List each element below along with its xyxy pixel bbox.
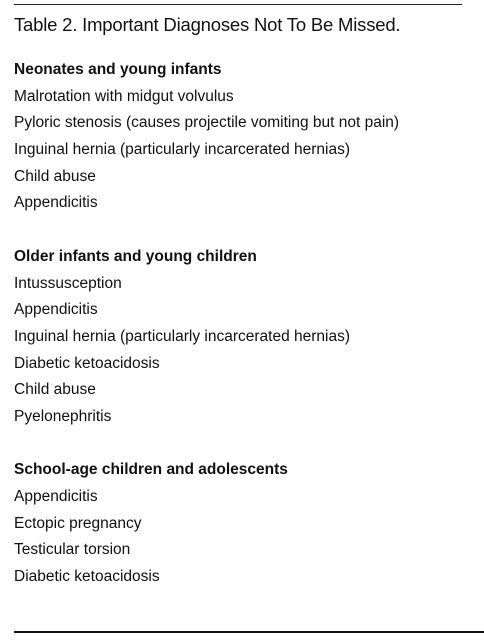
list-item: Diabetic ketoacidosis (14, 354, 160, 372)
list-item: Pyloric stenosis (causes projectile vomiting but not pain) (14, 114, 400, 132)
list-item: Pyelonephritis (14, 407, 112, 425)
list-item: Intussusception (14, 274, 122, 292)
list-item: Inguinal hernia (particularly incarcerated hernias) (14, 327, 351, 345)
group-neonates (14, 57, 474, 217)
list-item: Appendicitis (14, 194, 98, 212)
group-heading: School-age children and adolescents (14, 461, 288, 479)
table-body (14, 57, 474, 591)
list-item: Testicular torsion (14, 541, 131, 559)
list-item: Child abuse (14, 167, 96, 185)
group-older-infants (14, 244, 474, 431)
group-heading: Older infants and young children (14, 247, 257, 265)
group-school-age (14, 457, 474, 590)
group-heading: Neonates and young infants (14, 61, 222, 78)
list-item: Ectopic pregnancy (14, 514, 142, 532)
list-item: Appendicitis (14, 488, 98, 505)
list-item: Diabetic ketoacidosis (14, 568, 160, 586)
list-item: Appendicitis (14, 301, 98, 319)
list-item: Malrotation with midgut volvulus (14, 87, 234, 105)
top-rule (14, 4, 462, 5)
list-item: Child abuse (14, 381, 96, 399)
table-title: Table 2. Important Diagnoses Not To Be Missed. (14, 14, 401, 35)
bottom-rule (14, 631, 484, 633)
list-item: Inguinal hernia (particularly incarcerated hernias) (14, 141, 351, 159)
